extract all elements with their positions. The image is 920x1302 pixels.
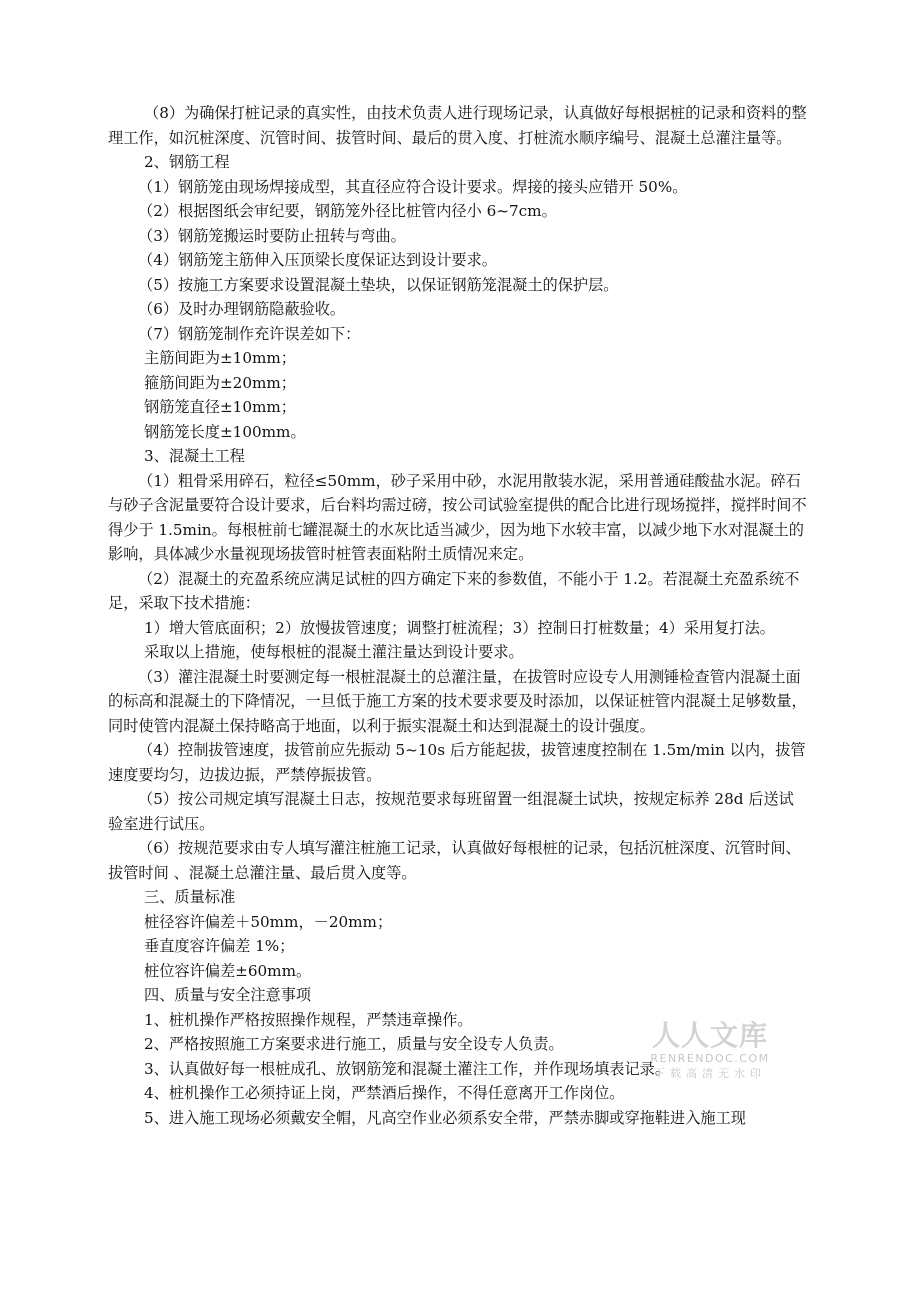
paragraph: 四、质量与安全注意事项	[144, 986, 312, 1004]
watermark	[648, 1020, 772, 1082]
document-body	[108, 101, 808, 1130]
paragraph: （1）粗骨采用碎石，粒径≤50mm，砂子采用中砂，水泥用散装水泥，采用普通硅酸盐水泥。碎石与砂子含泥量要符合设计要求，后台料均需过磅，按公司试验室提供的配合比进行现场搅拌，搅拌时间不得少于 1.5min。每根桩前七罐混凝土的水灰比适当减少，因为地下水较丰富，以减少地下水对混凝土的影响，具体减少水量视现场拔管时桩管表面粘附土质情况来定。	[108, 471, 807, 563]
paragraph: 3、认真做好每一根桩成孔、放钢筋笼和混凝土灌注工作，并作现场填表记录。	[144, 1059, 671, 1078]
watermark-subtitle: 下载高清无水印	[654, 1067, 766, 1080]
paragraph: （7）钢筋笼制作充许误差如下：	[138, 324, 361, 343]
paragraph: （3）钢筋笼搬运时要防止扭转与弯曲。	[138, 226, 406, 245]
paragraph: （4）控制拔管速度，拔管前应先振动 5~10s 后方能起拔，拔管速度控制在 1.5m/min 以内，拔管速度要均匀，边拔边振，严禁停振拔管。	[108, 741, 806, 784]
paragraph: 2、钢筋工程	[144, 153, 230, 171]
paragraph: （5）按公司规定填写混凝土日志，按规范要求每班留置一组混凝土试块，按规定标养 28d 后送试验室进行试压。	[108, 790, 794, 833]
paragraph: 采取以上措施，使每根桩的混凝土灌注量达到设计要求。	[144, 643, 524, 661]
paragraph: （6）及时办理钢筋隐蔽验收。	[138, 300, 346, 318]
watermark-domain: RENRENDOC.COM	[650, 1052, 770, 1065]
paragraph: （5）按施工方案要求设置混凝土垫块，以保证钢筋笼混凝土的保护层。	[138, 275, 619, 294]
paragraph: 垂直度容许偏差 1%；	[144, 937, 295, 955]
paragraph: 主筋间距为±10mm；	[144, 349, 296, 367]
watermark-logo-text: 人人文库	[651, 1019, 768, 1052]
paragraph: （3）灌注混凝土时要测定每一根桩混凝土的总灌注量，在拔管时应设专人用测锤检查管内混凝土面的标高和混凝土的下降情况，一旦低于施工方案的技术要求要及时添加，以保证桩管内混凝土足够数量，同时使管内混凝土保持略高于地面，以利于振实混凝土和达到混凝土的设计强度。	[108, 667, 807, 735]
paragraph: 箍筋间距为±20mm；	[144, 373, 296, 392]
paragraph: 钢筋笼直径±10mm；	[144, 398, 296, 416]
paragraph: （6）按规范要求由专人填写灌注桩施工记录，认真做好每根桩的记录，包括沉桩深度、沉管时间、拔管时间 、混凝土总灌注量、最后贯入度等。	[108, 839, 801, 882]
paragraph: 桩径容许偏差＋50mm，－20mm；	[144, 912, 393, 931]
paragraph: 钢筋笼长度±100mm。	[144, 422, 306, 441]
paragraph: （2）根据图纸会审纪要，钢筋笼外径比桩管内径小 6~7cm。	[138, 202, 557, 220]
paragraph: 1）增大管底面积；2）放慢拔管速度；调整打桩流程；3）控制日打桩数量；4）采用复打法。	[144, 618, 775, 637]
paragraph: 4、桩机操作工必须持证上岗，严禁酒后操作，不得任意离开工作岗位。	[144, 1084, 625, 1102]
paragraph: 3、混凝土工程	[144, 447, 245, 465]
paragraph: 1、桩机操作严格按照操作规程，严禁违章操作。	[144, 1010, 473, 1029]
paragraph: （2）混凝土的充盈系统应满足试桩的四方确定下来的参数值，不能小于 1.2。若混凝土充盈系统不足，采取下技术措施：	[108, 569, 800, 612]
paragraph: 5、进入施工现场必须戴安全帽，凡高空作业必须系安全带，严禁赤脚或穿拖鞋进入施工现	[144, 1108, 746, 1127]
paragraph: 桩位容许偏差±60mm。	[144, 961, 312, 980]
paragraph: 2、严格按照施工方案要求进行施工，质量与安全设专人负责。	[144, 1035, 564, 1053]
paragraph: （4）钢筋笼主筋伸入压顶梁长度保证达到设计要求。	[138, 251, 497, 269]
paragraph: （1）钢筋笼由现场焊接成型，其直径应符合设计要求。焊接的接头应错开 50%。	[138, 177, 688, 196]
paragraph: （8）为确保打桩记录的真实性，由技术负责人进行现场记录，认真做好每根据桩的记录和资料的整理工作，如沉桩深度、沉管时间、拔管时间、最后的贯入度、打桩流水顺序编号、混凝土总灌注量等。	[108, 104, 807, 147]
paragraph: 三、质量标准	[144, 888, 236, 906]
